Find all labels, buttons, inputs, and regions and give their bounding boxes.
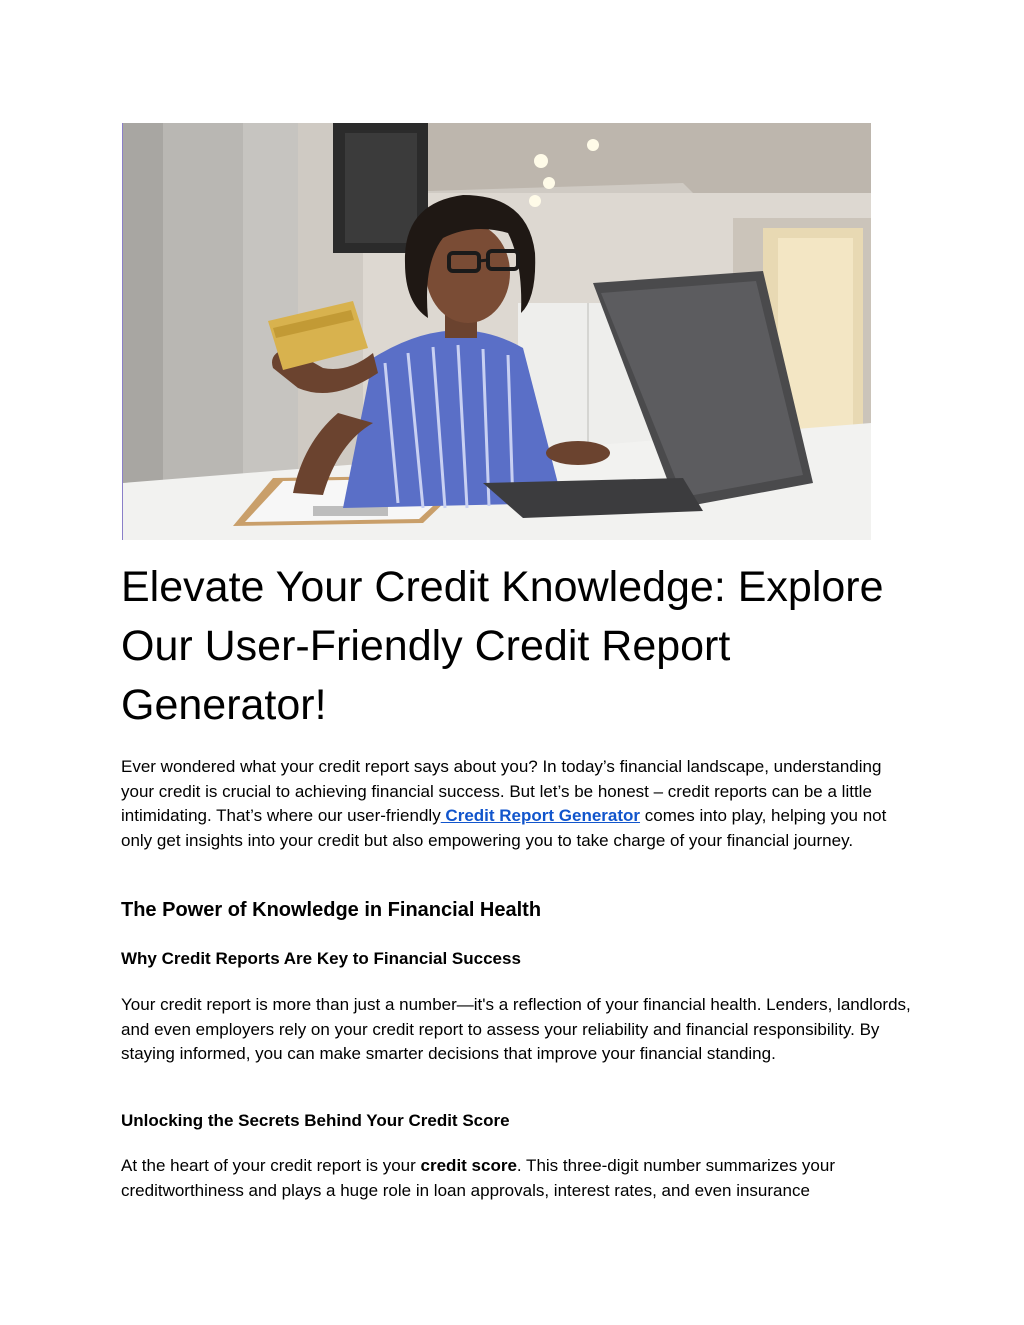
section-heading-power-of-knowledge: The Power of Knowledge in Financial Health <box>121 899 542 921</box>
intro-text-after-link: comes into play, helping you not only get insights into your credit but also empowering you to take charge of your financial journey. <box>121 806 887 850</box>
intro-text-before-link: Ever wondered what your credit report says about you? In today’s financial landscape, understanding your credit is crucial to achieving financial success. But let’s be honest – credit reports can be a little intimidating. That’s where our user-friendly <box>121 757 882 825</box>
credit-score-text-start: At the heart of your credit report is your <box>121 1156 421 1175</box>
subheading-why-credit-reports: Why Credit Reports Are Key to Financial Success <box>121 949 521 968</box>
credit-score-paragraph <box>121 1154 911 1203</box>
credit-report-paragraph: Your credit report is more than just a number—it's a reflection of your financial health. Lenders, landlords, and even employers rely on your credit report to assess your reliability and financial responsibility. By staying informed, you can make smarter decisions that improve your financial standing. <box>121 995 911 1063</box>
page-title: Elevate Your Credit Knowledge: Explore Our User-Friendly Credit Report Generator! <box>121 563 884 729</box>
credit-report-generator-link[interactable]: Credit Report Generator <box>440 806 641 825</box>
credit-score-text-end: . This three-digit number summarizes your creditworthiness and plays a huge role in loan approvals, interest rates, and even insurance <box>121 1156 835 1200</box>
subheading-credit-score-secrets: Unlocking the Secrets Behind Your Credit Score <box>121 1111 510 1130</box>
intro-paragraph <box>121 755 911 853</box>
hero-image <box>122 123 871 540</box>
credit-score-bold-term: credit score <box>420 1156 517 1175</box>
hero-illustration <box>123 123 871 540</box>
